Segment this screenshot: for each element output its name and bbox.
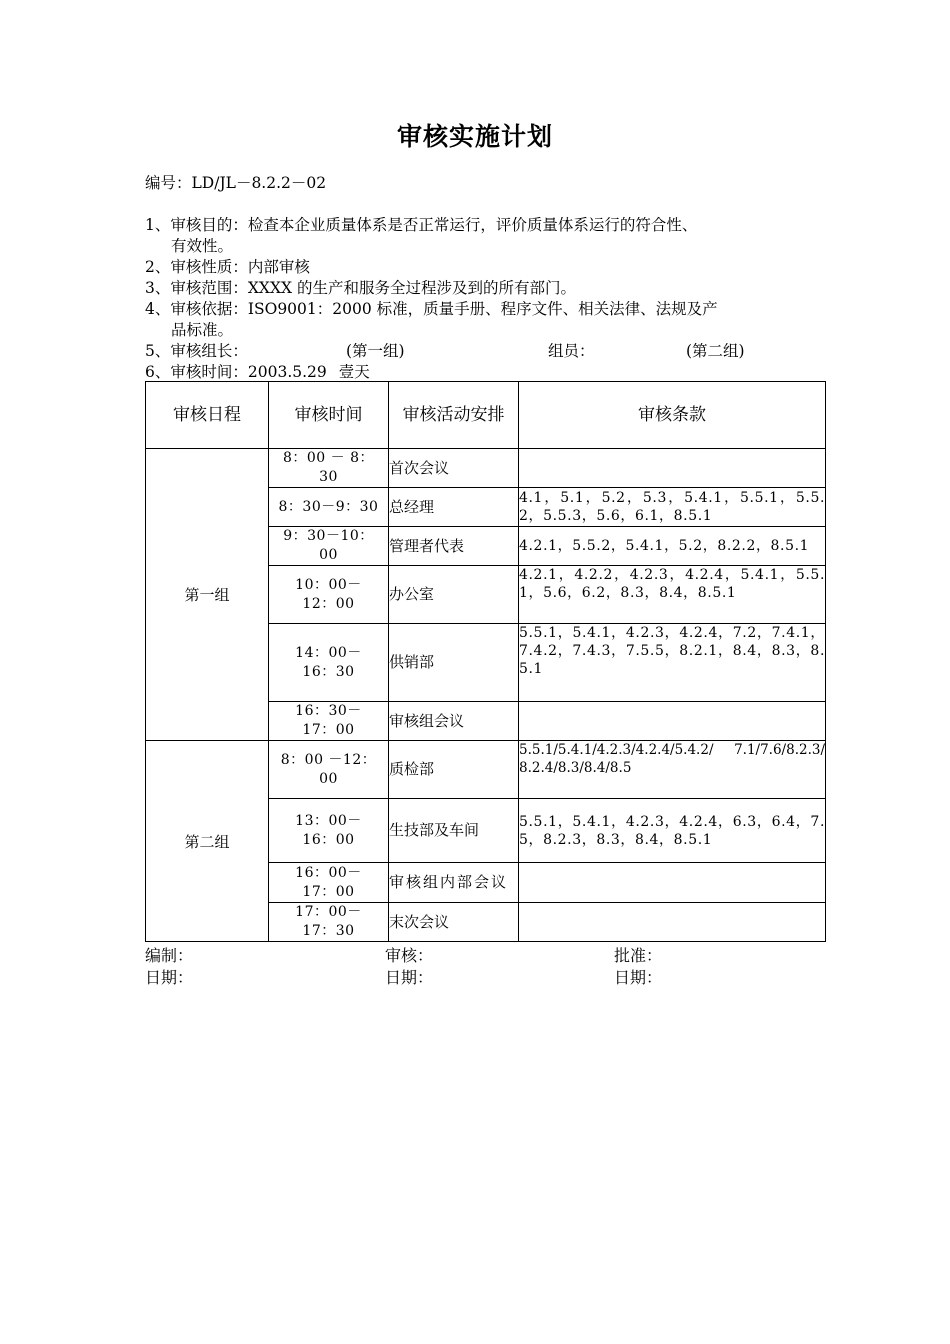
row-activity: 管理者代表 bbox=[389, 527, 519, 566]
item-4 bbox=[145, 299, 718, 319]
row-time: 9：30－10：00 bbox=[269, 527, 389, 566]
row-clauses bbox=[519, 903, 826, 942]
item-3 bbox=[145, 278, 576, 298]
item-3-text: XXXX 的生产和服务全过程涉及到的所有部门。 bbox=[247, 279, 576, 297]
row-activity: 供销部 bbox=[389, 624, 519, 702]
item-1-label: 1、审核目的： bbox=[145, 216, 248, 234]
document-number: 编号：LD/JL－8.2.2－02 bbox=[145, 174, 327, 192]
group-1-name: 第一组 bbox=[146, 449, 269, 741]
row-activity: 总经理 bbox=[389, 488, 519, 527]
row-activity: 办公室 bbox=[389, 566, 519, 624]
item-1-text: 检查本企业质量体系是否正常运行，评价质量体系运行的符合性、 bbox=[247, 216, 698, 234]
members-group2: (第二组) bbox=[686, 342, 745, 360]
row-clauses: 5.5.1，5.4.1，4.2.3，4.2.4，6.3，6.4，7.5，8.2.3，8.3，8.4，8.5.1 bbox=[519, 799, 826, 863]
row-time: 8：30－9：30 bbox=[269, 488, 389, 527]
audit-time-label: 6、审核时间： bbox=[145, 363, 248, 381]
leader-group1: (第一组) bbox=[346, 342, 405, 360]
row-activity: 末次会议 bbox=[389, 903, 519, 942]
row-time: 17：00－17：30 bbox=[269, 903, 389, 942]
item-4-text: ISO9001：2000 标准，质量手册、程序文件、相关法律、法规及产 bbox=[247, 300, 718, 318]
header-clauses: 审核条款 bbox=[519, 382, 826, 449]
leader-label: 5、审核组长： bbox=[145, 342, 248, 360]
row-time: 8：00 －12：00 bbox=[269, 741, 389, 799]
row-time: 13：00－16：00 bbox=[269, 799, 389, 863]
item-2-text: 内部审核 bbox=[247, 258, 310, 276]
header-time: 审核时间 bbox=[269, 382, 389, 449]
row-clauses: 5.5.1/5.4.1/4.2.3/4.2.4/5.4.2/ 7.1/7.6/8.2.3/ 8.2.4/8.3/8.4/8.5 bbox=[519, 741, 826, 799]
row-activity: 首次会议 bbox=[389, 449, 519, 488]
group-2-name: 第二组 bbox=[146, 741, 269, 942]
reviewed-date-label: 日期： bbox=[385, 968, 434, 987]
row-clauses bbox=[519, 863, 826, 903]
row-activity: 质检部 bbox=[389, 741, 519, 799]
item-1-continuation: 有效性。 bbox=[171, 237, 234, 255]
item-3-label: 3、审核范围： bbox=[145, 279, 248, 297]
row-time: 10：00－12：00 bbox=[269, 566, 389, 624]
row-time: 14：00－16：30 bbox=[269, 624, 389, 702]
row-clauses: 4.2.1，4.2.2，4.2.3，4.2.4，5.4.1，5.5.1，5.6，6.2，8.3，8.4，8.5.1 bbox=[519, 566, 826, 624]
row-clauses: 5.5.1，5.4.1，4.2.3，4.2.4，7.2，7.4.1，7.4.2，7.4.3，7.5.5，8.2.1，8.4，8.3，8.5.1 bbox=[519, 624, 826, 702]
item-4-label: 4、审核依据： bbox=[145, 300, 248, 318]
audit-duration: 壹天 bbox=[338, 363, 370, 381]
row-activity: 审核组内部会议 bbox=[389, 863, 519, 903]
row-clauses bbox=[519, 449, 826, 488]
item-4-continuation: 品标准。 bbox=[171, 321, 234, 339]
item-2-label: 2、审核性质： bbox=[145, 258, 248, 276]
item-2 bbox=[145, 257, 310, 277]
header-activity: 审核活动安排 bbox=[389, 382, 519, 449]
table-header-row bbox=[146, 382, 826, 449]
document-title: 审核实施计划 bbox=[396, 122, 553, 151]
header-schedule: 审核日程 bbox=[146, 382, 269, 449]
row-time: 16：30－17：00 bbox=[269, 702, 389, 741]
approved-by-label: 批准： bbox=[614, 946, 663, 965]
row-activity: 审核组会议 bbox=[389, 702, 519, 741]
row-time: 8：00 － 8：30 bbox=[269, 449, 389, 488]
item-1 bbox=[145, 215, 697, 235]
audit-time-line bbox=[145, 362, 370, 382]
row-clauses bbox=[519, 702, 826, 741]
prepared-by-label: 编制： bbox=[145, 946, 194, 965]
members-label: 组员： bbox=[548, 342, 595, 360]
row-clauses: 4.2.1，5.5.2，5.4.1，5.2，8.2.2，8.5.1 bbox=[519, 527, 826, 566]
row-activity: 生技部及车间 bbox=[389, 799, 519, 863]
approved-date-label: 日期： bbox=[614, 968, 663, 987]
prepared-date-label: 日期： bbox=[145, 968, 194, 987]
audit-date: 2003.5.29 bbox=[247, 363, 327, 381]
row-clauses: 4.1，5.1，5.2，5.3，5.4.1，5.5.1，5.5.2，5.5.3，5.6，6.1，8.5.1 bbox=[519, 488, 826, 527]
reviewed-by-label: 审核： bbox=[385, 946, 434, 965]
row-time: 16：00－17：00 bbox=[269, 863, 389, 903]
table-row bbox=[146, 449, 826, 488]
audit-schedule-table bbox=[145, 381, 826, 942]
table-row bbox=[146, 741, 826, 799]
